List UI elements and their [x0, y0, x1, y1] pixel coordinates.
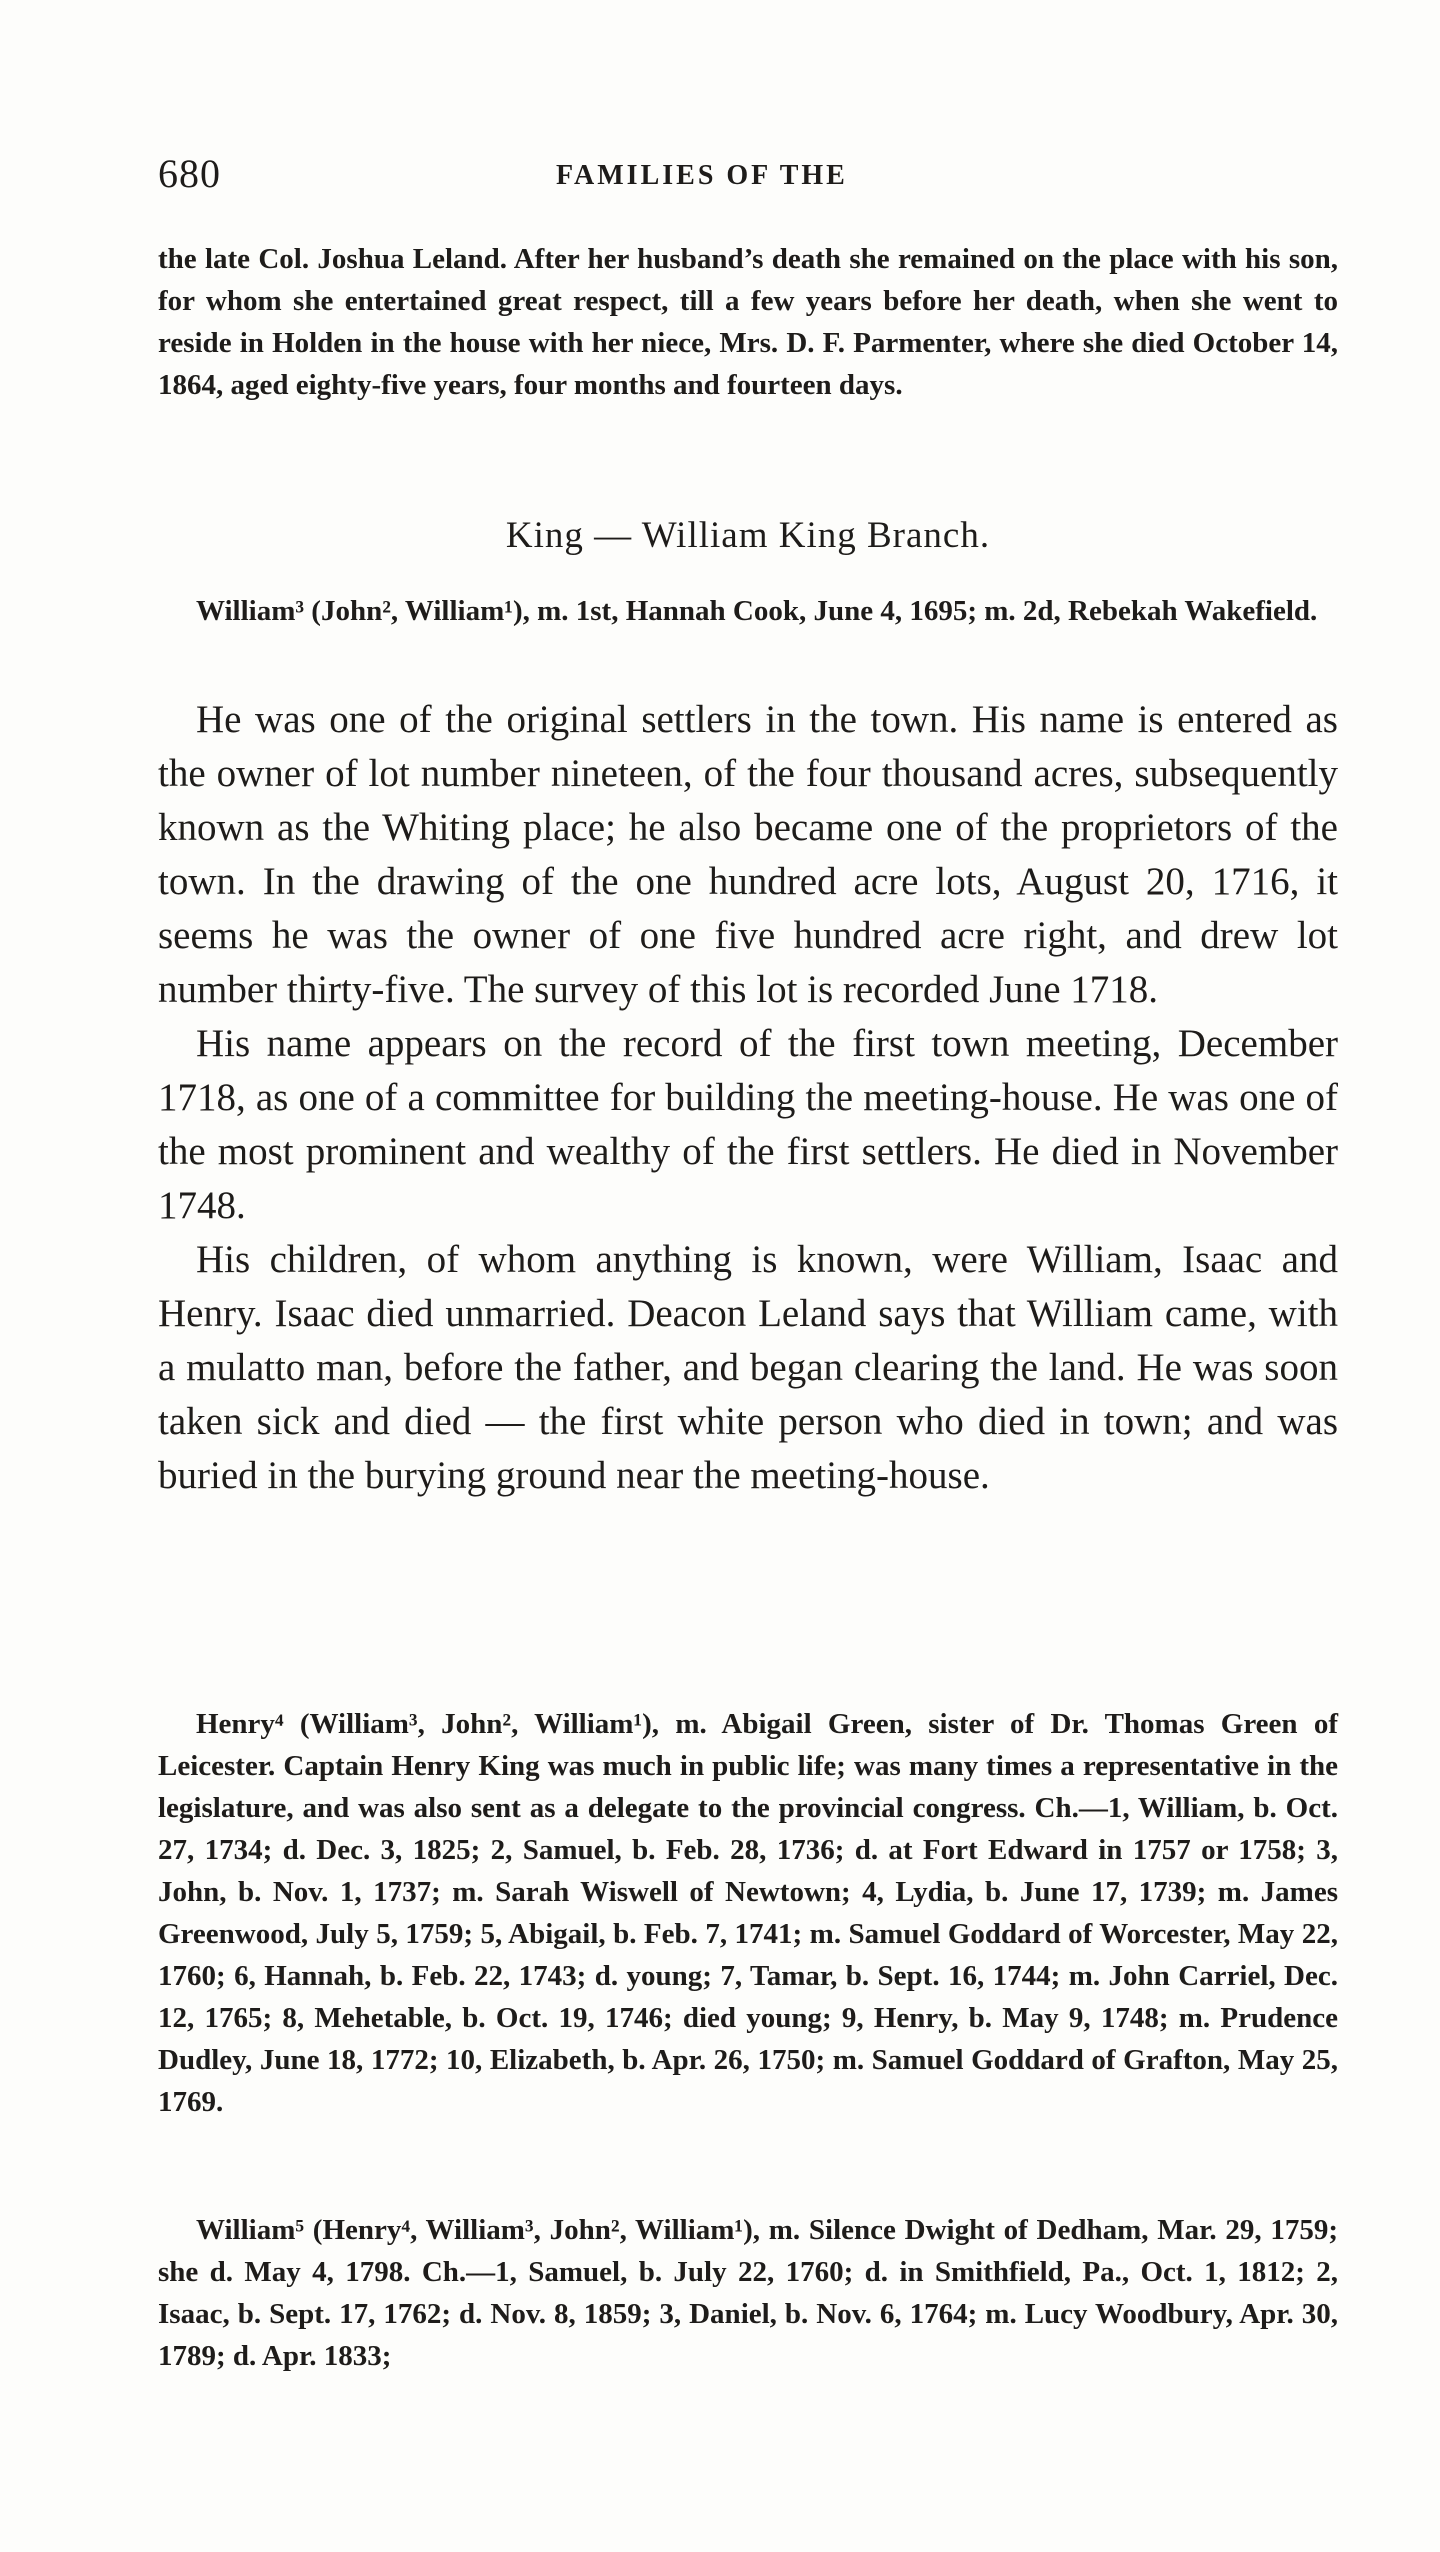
william5-paragraph: William⁵ (Henry⁴, William³, John², William¹), m. Silence Dwight of Dedham, Mar. 29, 1759; she d. May 4, 1798. Ch.—1, Samuel, b. July 22, 1760; d. in Smithfield, Pa., Oct. 1, 1812; 2, Isaac, b. Sept. 17, 1762; d. Nov. 8, 1859; 3, Daniel, b. Nov. 6, 1764; m. Lucy Woodbury, Apr. 30, 1789; d. Apr. 1833; [158, 2214, 1338, 2372]
narrative-paragraph: He was one of the original settlers in the town. His name is entered as the owner of lot number nineteen, of the four thousand acres, subsequently known as the Whiting place; he also became one of the proprietors of the town. In the drawing of the one hundred acre lots, August 20, 1716, it seems he was the owner of one five hundred acre right, and drew lot number thirty-five. The survey of this lot is recorded June 1718. [158, 698, 1338, 1011]
section-heading: King — William King Branch. [505, 515, 991, 556]
narrative-paragraph: His children, of whom anything is known, were William, Isaac and Henry. Isaac died unmarried. Deacon Leland says that William came, with a mulatto man, before the father, and began clearing the land. He was soon taken sick and died — the first white person who died in town; and was buried in the burying ground near the meeting-house. [158, 1238, 1338, 1497]
continuation-paragraph: the late Col. Joshua Leland. After her husband’s death she remained on the place with his son, for whom she entertained great respect, till a few years before her death, when she went to reside in Holden in the house with her niece, Mrs. D. F. Parmenter, where she died October 14, 1864, aged eighty-five years, four months and fourteen days. [158, 243, 1338, 401]
narrative-paragraph: His name appears on the record of the first town meeting, December 1718, as one of a committee for building the meeting-house. He was one of the most prominent and wealthy of the first settlers. He died in November 1748. [158, 1022, 1338, 1227]
henry4-paragraph: Henry⁴ (William³, John², William¹), m. Abigail Green, sister of Dr. Thomas Green of Leicester. Captain Henry King was much in public life; was many times a representative in the legislature, and was also sent as a delegate to the provincial congress. Ch.—1, William, b. Oct. 27, 1734; d. Dec. 3, 1825; 2, Samuel, b. Feb. 28, 1736; d. at Fort Edward in 1757 or 1758; 3, John, b. Nov. 1, 1737; m. Sarah Wiswell of Newtown; 4, Lydia, b. June 17, 1739; m. James Greenwood, July 5, 1759; 5, Abigail, b. Feb. 7, 1741; m. Samuel Goddard of Worcester, May 22, 1760; 6, Hannah, b. Feb. 22, 1743; d. young; 7, Tamar, b. Sept. 16, 1744; m. John Carriel, Dec. 12, 1765; 8, Mehetable, b. Oct. 19, 1746; died young; 9, Henry, b. May 9, 1748; m. Prudence Dudley, June 18, 1772; 10, Elizabeth, b. Apr. 26, 1750; m. Samuel Goddard of Grafton, May 25, 1769. [158, 1708, 1338, 2118]
william5-entry [158, 2209, 1338, 2377]
continuation-block [158, 238, 1338, 406]
page-header [158, 150, 1338, 200]
henry4-entry [158, 1703, 1338, 2123]
william3-intro: William³ (John², William¹), m. 1st, Hannah Cook, June 4, 1695; m. 2d, Rebekah Wakefield. [196, 595, 1318, 627]
running-title: FAMILIES OF THE [556, 160, 848, 191]
narrative-block [158, 693, 1338, 1503]
page-number: 680 [158, 151, 221, 196]
william3-entry [158, 590, 1338, 632]
